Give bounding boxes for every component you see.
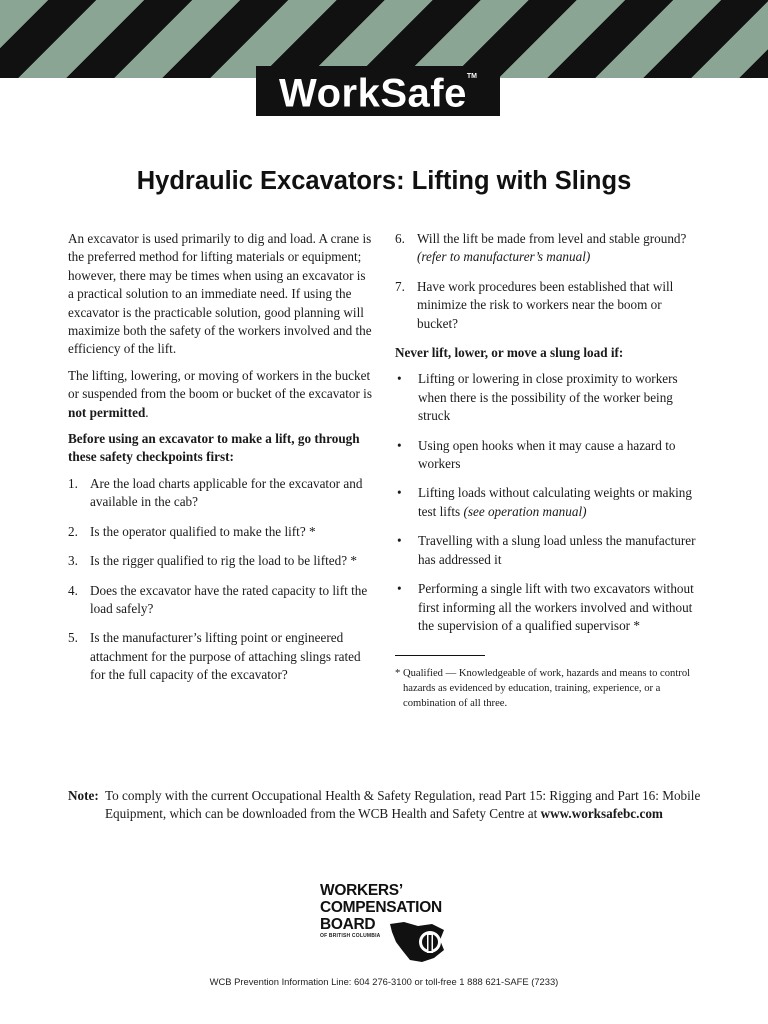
list-item: • Performing a single lift with two excavators without first informing all the workers involved and without the supervision of a qualified supervisor * [397, 581, 694, 633]
note-block: Note: To comply with the current Occupational Health & Safety Regulation, read Part 15: Rigging and Part 16: Mobile Equipment, which can be downloaded from the WCB Health and Safety Centre at www.worksafebc.com [68, 788, 701, 822]
list-item: • Lifting loads without calculating weights or making test lifts (see operation manual) [397, 485, 692, 519]
list-item: • Using open hooks when it may cause a hazard to workers [397, 437, 676, 472]
list-item: 3. Is the rigger qualified to rig the load to be lifted? * [68, 553, 357, 569]
list-item: 5. Is the manufacturer’s lifting point or engineered attachment for the purpose of attaching slings rated for the full capacity of the excavator? [68, 630, 361, 683]
bullet-icon: • [397, 371, 402, 387]
bullet-icon: • [397, 533, 402, 549]
checkpoint-list-continued [395, 230, 700, 333]
list-item: • Travelling with a slung load unless the manufacturer has addressed it [397, 533, 696, 567]
bullet-icon: • [397, 437, 402, 453]
bc-map-icon [388, 920, 450, 964]
list-item: 7. Have work procedures been established that will minimize the risk to workers near the boom or bucket? [395, 278, 674, 331]
checkpoint-list [68, 475, 374, 685]
workers-not-permitted-paragraph: The lifting, lowering, or moving of workers in the bucket or suspended from the boom or bucket of the excavator is not permitted. [68, 367, 372, 420]
bullet-icon: • [397, 485, 402, 501]
left-column [68, 230, 374, 696]
website-link[interactable]: www.worksafebc.com [540, 806, 663, 822]
checkpoints-heading: Before using an excavator to make a lift, go through these safety checkpoints first: [68, 431, 360, 465]
page-title: Hydraulic Excavators: Lifting with Slings [136, 167, 632, 195]
list-item: • Lifting or lowering in close proximity to workers when there is the possibility of the worker being struck [397, 371, 678, 424]
bullet-icon: • [397, 581, 402, 597]
never-lift-heading: Never lift, lower, or move a slung load if: [395, 345, 624, 361]
never-lift-list [395, 370, 700, 635]
worksafe-logo: WorkSafe™ [256, 66, 500, 116]
footnote-divider [395, 655, 485, 656]
wcb-logo: WORKERS’ COMPENSATION BOARD OF BRITISH COLUMBIA [320, 882, 460, 962]
note-label: Note: [68, 788, 99, 803]
list-item: 6. Will the lift be made from level and stable ground? (refer to manufacturer’s manual) [395, 231, 687, 265]
prevention-info-line: WCB Prevention Information Line: 604 276-3100 or toll-free 1 888 621-SAFE (7233) [209, 976, 559, 987]
list-item: 4. Does the excavator have the rated capacity to lift the load safely? [68, 582, 368, 616]
intro-paragraph: An excavator is used primarily to dig and load. A crane is the preferred method for lifting materials or equipment; however, there may be times when using an excavator is a practical solution to an immediate need. If using the excavator is the practicable solution, good planning will maximize both the safety of the workers involved and the efficiency of the lift. [68, 231, 372, 357]
right-column [395, 230, 700, 711]
list-item: 1. Are the load charts applicable for the excavator and available in the cab? [68, 475, 363, 510]
list-item: 2. Is the operator qualified to make the lift? * [68, 523, 316, 539]
footnote: * Qualified — Knowledgeable of work, hazards and means to control hazards as evidenced by education, training, experience, or a combination of all three. [395, 668, 691, 710]
